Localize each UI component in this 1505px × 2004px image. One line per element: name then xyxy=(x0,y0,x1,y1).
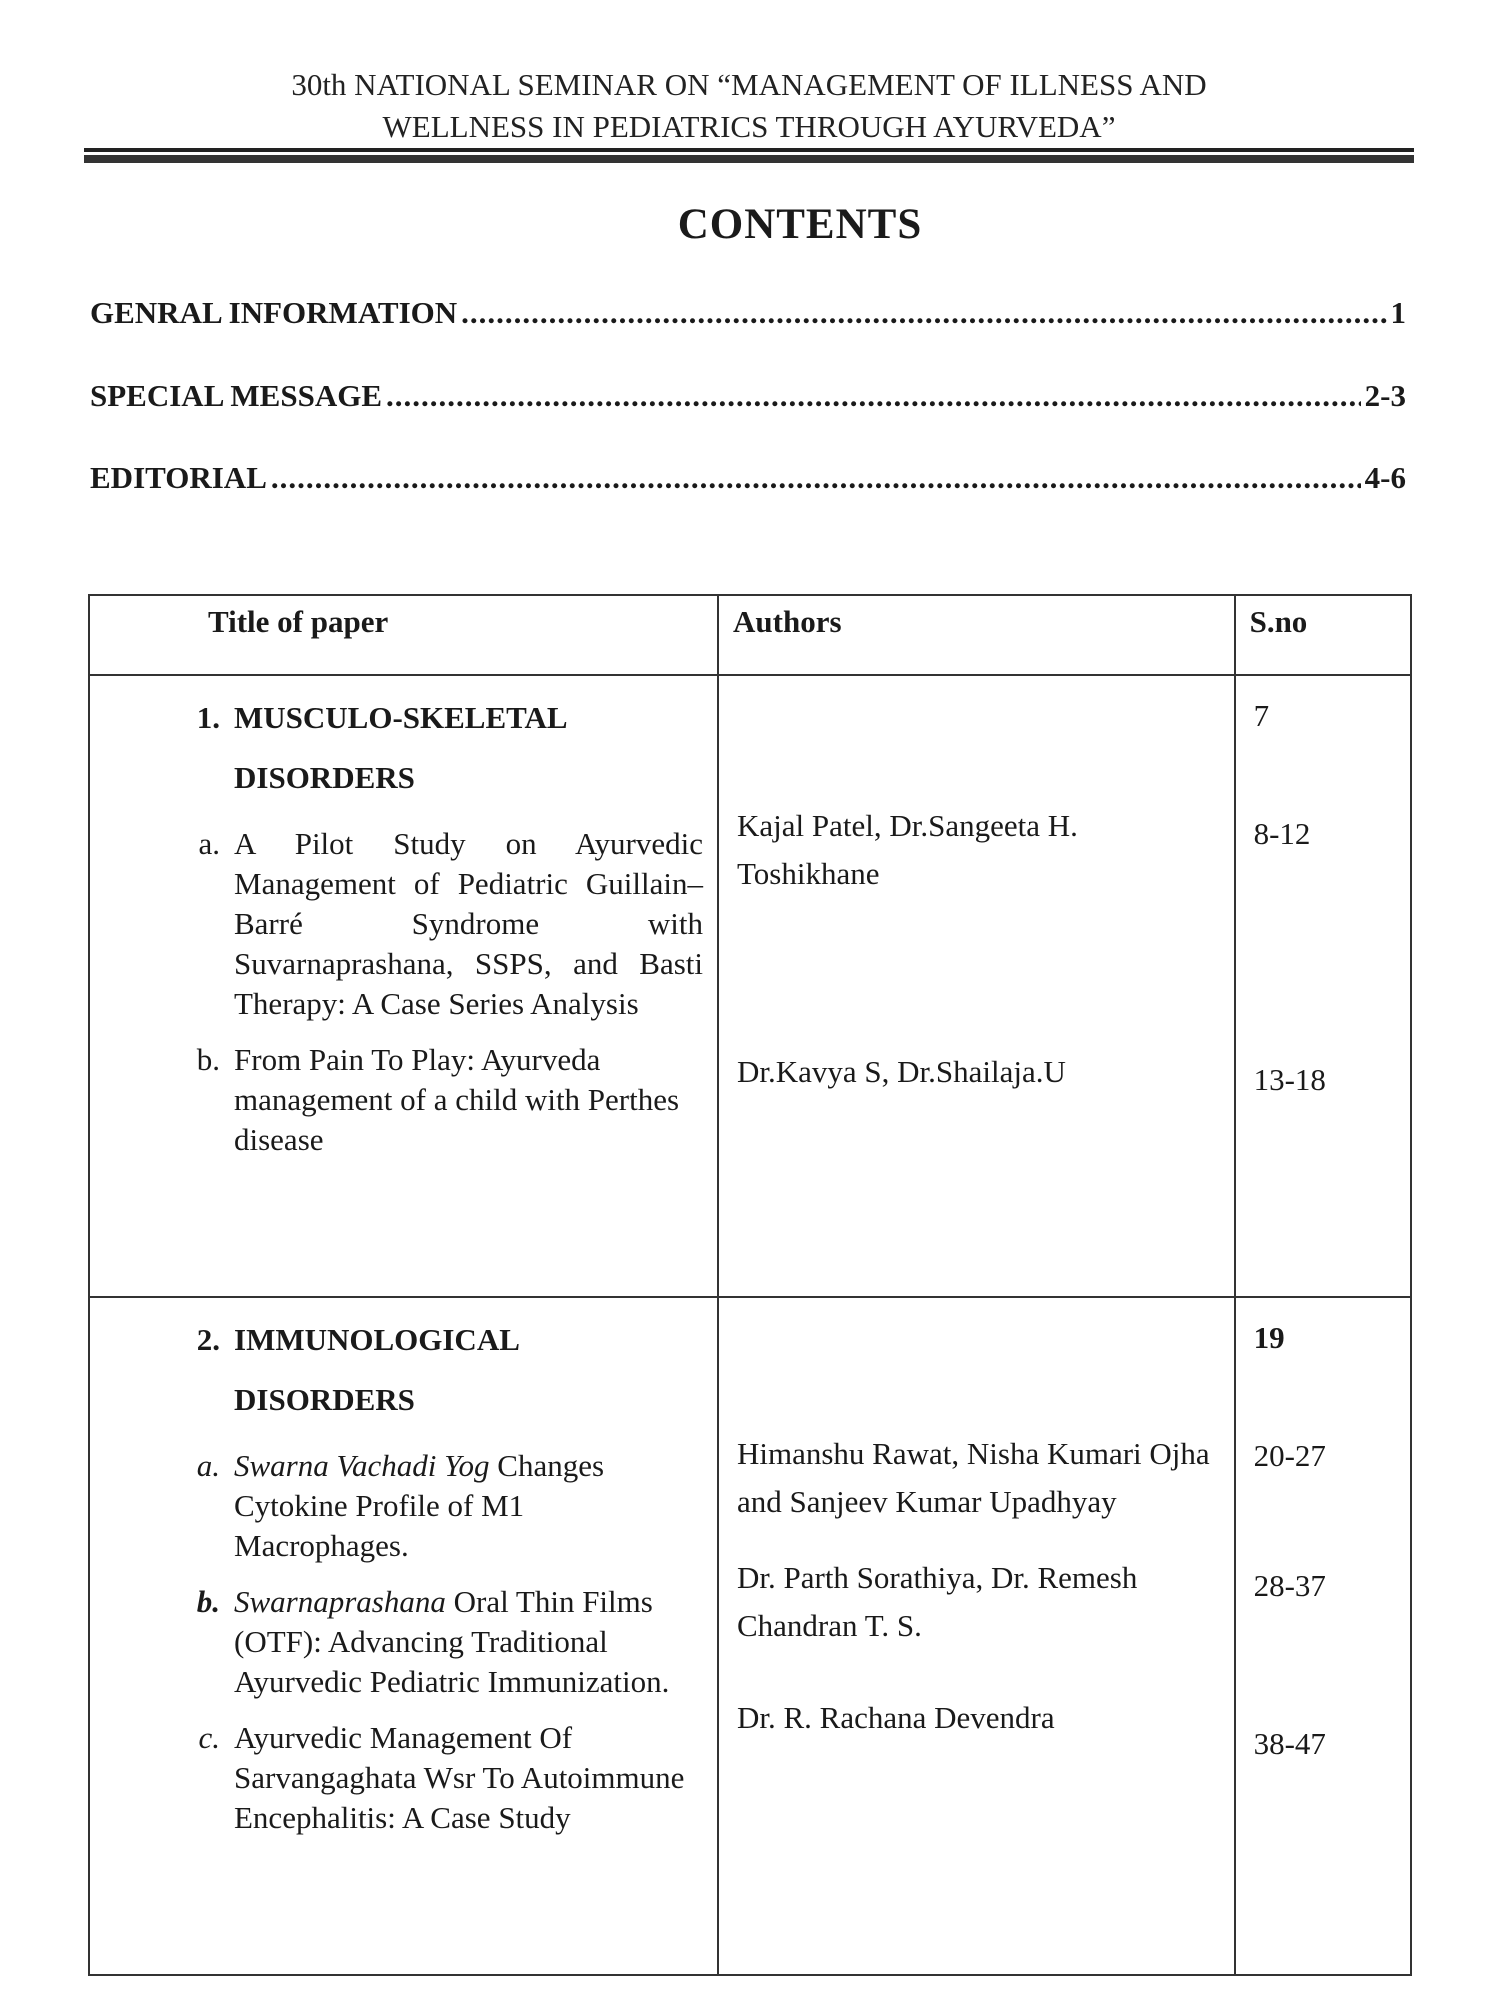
paper-authors: Himanshu Rawat, Nisha Kumari Ojha and Sanjeev Kumar Upadhyay xyxy=(737,1436,1210,1519)
paper-title-italic: Swarna Vachadi Yog xyxy=(234,1448,490,1483)
header-rule-thin xyxy=(84,148,1414,152)
paper-title: A Pilot Study on Ayurvedic Management of Pediatric Guillain–Barré Syndrome with Suvarnaprashana, SSPS, and Basti Therapy: A Case Series Analysis xyxy=(234,826,703,1021)
toc-entry-special-message xyxy=(90,378,1406,414)
section-number: 1. xyxy=(196,700,220,735)
toc-label: EDITORIAL xyxy=(90,460,267,495)
section-2-authors xyxy=(718,1297,1235,1975)
seminar-header xyxy=(84,64,1414,148)
header-line-2: WELLNESS IN PEDIATRICS THROUGH AYURVEDA” xyxy=(382,109,1116,144)
section-heading-cont xyxy=(104,1370,703,1430)
table-header-row xyxy=(89,595,1411,675)
paper-title: From Pain To Play: Ayurveda management of a child with Perthes disease xyxy=(234,1042,680,1157)
paper-authors: Dr. R. Rachana Devendra xyxy=(737,1700,1055,1735)
header-title-of-paper: Title of paper xyxy=(89,595,718,675)
section-title-line-1: IMMUNOLOGICAL xyxy=(234,1322,520,1357)
paper-1a xyxy=(104,824,703,1024)
toc-page: 4-6 xyxy=(1364,460,1406,495)
table-row-section-1 xyxy=(89,675,1411,1297)
toc-page: 1 xyxy=(1390,295,1406,330)
section-heading xyxy=(104,1310,703,1370)
paper-authors: Kajal Patel, Dr.Sangeeta H. Toshikhane xyxy=(737,808,1078,891)
toc-entry-editorial xyxy=(90,460,1406,496)
paper-sno: 13-18 xyxy=(1253,1062,1326,1097)
toc-page: 2-3 xyxy=(1364,378,1406,413)
section-number: 2. xyxy=(196,1322,220,1357)
paper-title xyxy=(234,1446,703,1566)
section-heading-cont xyxy=(104,748,703,808)
paper-label: c. xyxy=(198,1720,220,1755)
page-title: CONTENTS xyxy=(677,201,923,248)
paper-label: b. xyxy=(196,1042,220,1077)
paper-sno: 20-27 xyxy=(1253,1438,1326,1473)
toc-label: SPECIAL MESSAGE xyxy=(90,378,383,413)
paper-2c xyxy=(104,1718,703,1838)
paper-title xyxy=(234,1582,703,1702)
section-2-titles xyxy=(89,1297,718,1975)
toc-leader-dots xyxy=(271,460,1361,496)
section-title-line-1: MUSCULO-SKELETAL xyxy=(234,700,568,735)
paper-sno: 8-12 xyxy=(1253,816,1311,851)
toc-leader-dots xyxy=(386,378,1361,414)
contents-table xyxy=(88,594,1412,1976)
paper-label: b. xyxy=(196,1584,220,1619)
paper-sno: 38-47 xyxy=(1253,1726,1326,1761)
paper-label: a. xyxy=(196,1448,220,1483)
toc-entry-general-information xyxy=(90,295,1406,331)
paper-2a xyxy=(104,1446,703,1566)
paper-2b xyxy=(104,1582,703,1702)
paper-title-rest: Oral Thin Films (OTF): Advancing Traditional Ayurvedic Pediatric Immunization. xyxy=(234,1584,670,1699)
paper-title-italic: Swarnaprashana xyxy=(234,1584,446,1619)
toc-label: GENRAL INFORMATION xyxy=(90,295,458,330)
table-row-section-2 xyxy=(89,1297,1411,1975)
paper-label: a. xyxy=(198,826,220,861)
paper-sno: 28-37 xyxy=(1253,1568,1326,1603)
section-heading xyxy=(104,688,703,748)
paper-title: Ayurvedic Management Of Sarvangaghata Wsr To Autoimmune Encephalitis: A Case Study xyxy=(234,1720,685,1835)
paper-authors: Dr. Parth Sorathiya, Dr. Remesh Chandran T. S. xyxy=(737,1560,1138,1643)
toc-leader-dots xyxy=(461,295,1386,331)
section-1-titles xyxy=(89,675,718,1297)
header-rule-thick xyxy=(84,155,1414,163)
header-sno: S.no xyxy=(1235,595,1411,675)
paper-authors: Dr.Kavya S, Dr.Shailaja.U xyxy=(737,1054,1066,1089)
section-sno: 19 xyxy=(1253,1320,1285,1355)
section-title-line-2: DISORDERS xyxy=(234,1382,415,1417)
section-title-line-2: DISORDERS xyxy=(234,760,415,795)
section-2-snos xyxy=(1235,1297,1411,1975)
paper-1b xyxy=(104,1040,703,1160)
header-line-1: 30th NATIONAL SEMINAR ON “MANAGEMENT OF ILLNESS AND xyxy=(291,67,1207,102)
paper-title-rest: Changes Cytokine Profile of M1 Macrophages. xyxy=(234,1448,605,1563)
section-sno: 7 xyxy=(1253,698,1270,733)
section-1-snos xyxy=(1235,675,1411,1297)
header-authors: Authors xyxy=(718,595,1235,675)
section-1-authors xyxy=(718,675,1235,1297)
